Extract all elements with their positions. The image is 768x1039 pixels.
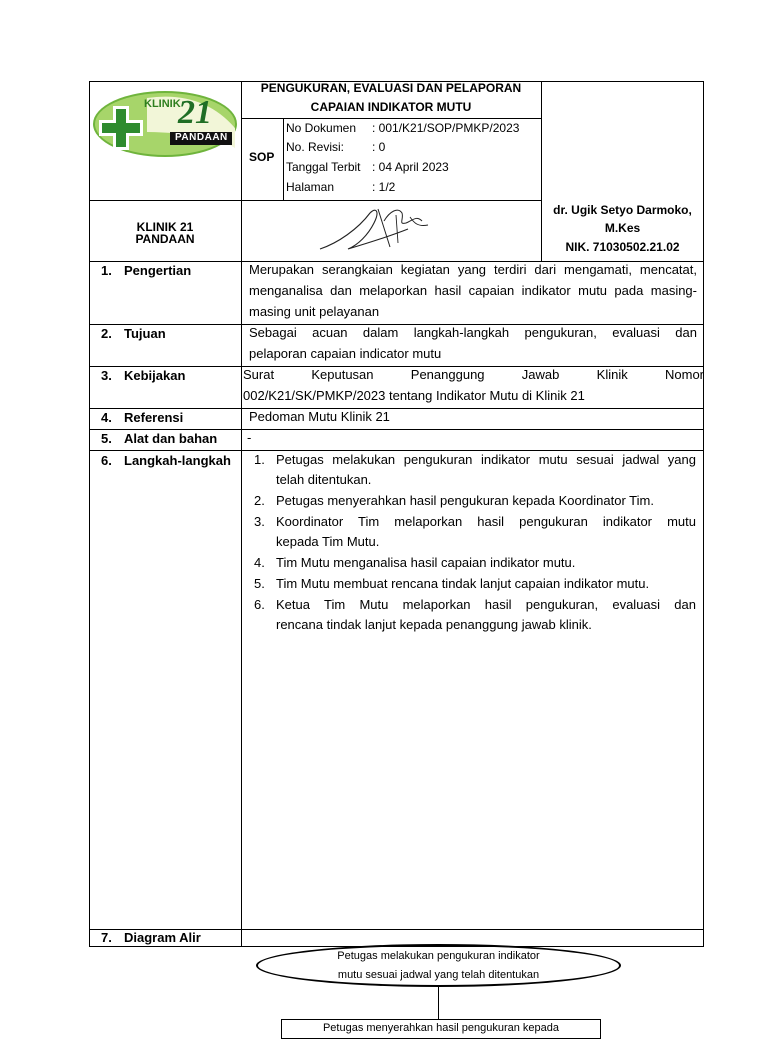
- section-label-alat: Alat dan bahan: [124, 431, 218, 446]
- step-number: 4.: [254, 555, 265, 570]
- pengertian-text-line: masing unit pelayanan: [249, 304, 380, 319]
- page-title-line1: PENGUKURAN, EVALUASI DAN PELAPORAN: [260, 81, 522, 95]
- section-label-referensi: Referensi: [124, 410, 184, 425]
- kebijakan-text-line: Surat Keputusan Penanggung Jawab Klinik Nomor: [243, 367, 704, 382]
- header-divider: [89, 200, 541, 201]
- pengertian-text-line: Merupakan serangkaian kegiatan yang terdiri dari mengamati, mencatat,: [249, 262, 697, 277]
- tujuan-text-line: pelaporan capaian indicator mutu: [249, 346, 442, 361]
- flowchart-box: [281, 1019, 601, 1039]
- step-number: 2.: [254, 493, 265, 508]
- row-divider: [89, 429, 704, 430]
- doc-info-label: Halaman: [286, 180, 335, 194]
- step-text-line: kepada Tim Mutu.: [276, 534, 380, 549]
- section-label-kebijakan: Kebijakan: [124, 368, 186, 383]
- step-text-line: rencana tindak lanjut kepada penanggung jawab klinik.: [276, 617, 592, 632]
- signer-name-line2: M.Kes: [604, 221, 641, 235]
- section-number: 7.: [101, 930, 112, 945]
- step-text-line: Ketua Tim Mutu melaporkan hasil pengukuran, evaluasi dan: [276, 597, 696, 612]
- flowchart-box-text: Petugas menyerahkan hasil pengukuran kepada: [322, 1022, 560, 1034]
- sop-label: SOP: [249, 150, 275, 164]
- doc-info-label: Tanggal Terbit: [286, 160, 361, 174]
- step-number: 5.: [254, 576, 265, 591]
- doc-info-label: No. Revisi:: [286, 140, 345, 154]
- step-text-line: Petugas melakukan pengukuran indikator mutu sesuai jadwal yang: [276, 452, 696, 467]
- section-label-tujuan: Tujuan: [124, 326, 166, 341]
- flowchart-oval-line2: mutu sesuai jadwal yang telah ditentukan: [337, 969, 540, 981]
- section-label-diagram: Diagram Alir: [124, 930, 201, 945]
- step-number: 1.: [254, 452, 265, 467]
- step-text-line: Tim Mutu menganalisa hasil capaian indikator mutu.: [276, 555, 576, 570]
- sections-col-divider: [241, 262, 242, 947]
- row-divider: [89, 408, 704, 409]
- section-number: 4.: [101, 410, 112, 425]
- kebijakan-text-line: 002/K21/SK/PMKP/2023 tentang Indikator Mutu di Klinik 21: [243, 388, 585, 403]
- clinic-logo: [92, 88, 238, 158]
- logo-text-klinik: KLINIK: [144, 98, 181, 110]
- flowchart-oval-line1: Petugas melakukan pengukuran indikator: [337, 950, 540, 962]
- doc-info-label: No Dokumen: [286, 121, 357, 135]
- doc-info-value: : 0: [372, 140, 386, 154]
- signer-name-line1: dr. Ugik Setyo Darmoko,: [553, 203, 692, 217]
- page-title-line2: CAPAIAN INDIKATOR MUTU: [310, 100, 472, 114]
- step-text-line: Petugas menyerahkan hasil pengukuran kepada Koordinator Tim.: [276, 493, 654, 508]
- signer-nik: NIK. 71030502.21.02: [565, 240, 680, 254]
- step-text-line: Tim Mutu membuat rencana tindak lanjut capaian indikator mutu.: [276, 576, 650, 591]
- section-number: 6.: [101, 453, 112, 468]
- step-number: 6.: [254, 597, 265, 612]
- tujuan-text-line: Sebagai acuan dalam langkah-langkah pengukuran, evaluasi dan: [249, 325, 697, 340]
- section-number: 3.: [101, 368, 112, 383]
- referensi-text: Pedoman Mutu Klinik 21: [249, 409, 390, 424]
- doc-info-value: : 001/K21/SOP/PMKP/2023: [372, 121, 520, 135]
- logo-text-pandaan: PANDAAN: [175, 132, 228, 143]
- section-number: 5.: [101, 431, 112, 446]
- alat-text: -: [247, 430, 252, 445]
- title-underline: [241, 118, 541, 119]
- clinic-name-line2: PANDAAN: [135, 232, 195, 246]
- doc-info-value: : 04 April 2023: [372, 160, 449, 174]
- flowchart-arrow: [438, 987, 439, 1019]
- pengertian-text-line: menganalisa dan melaporkan hasil capaian indikator mutu pada masing-: [249, 283, 697, 298]
- sop-divider: [283, 118, 284, 200]
- section-label-langkah: Langkah-langkah: [124, 453, 231, 468]
- step-text-line: telah ditentukan.: [276, 472, 372, 487]
- step-text-line: Koordinator Tim melaporkan hasil pengukuran indikator mutu: [276, 514, 696, 529]
- section-number: 1.: [101, 263, 112, 278]
- section-number: 2.: [101, 326, 112, 341]
- signature-image: [318, 203, 442, 255]
- step-number: 3.: [254, 514, 265, 529]
- logo-text-number: 21: [178, 94, 212, 131]
- doc-info-value: : 1/2: [372, 180, 396, 194]
- section-label-pengertian: Pengertian: [124, 263, 192, 278]
- clinic-name-line1: KLINIK 21: [136, 220, 194, 234]
